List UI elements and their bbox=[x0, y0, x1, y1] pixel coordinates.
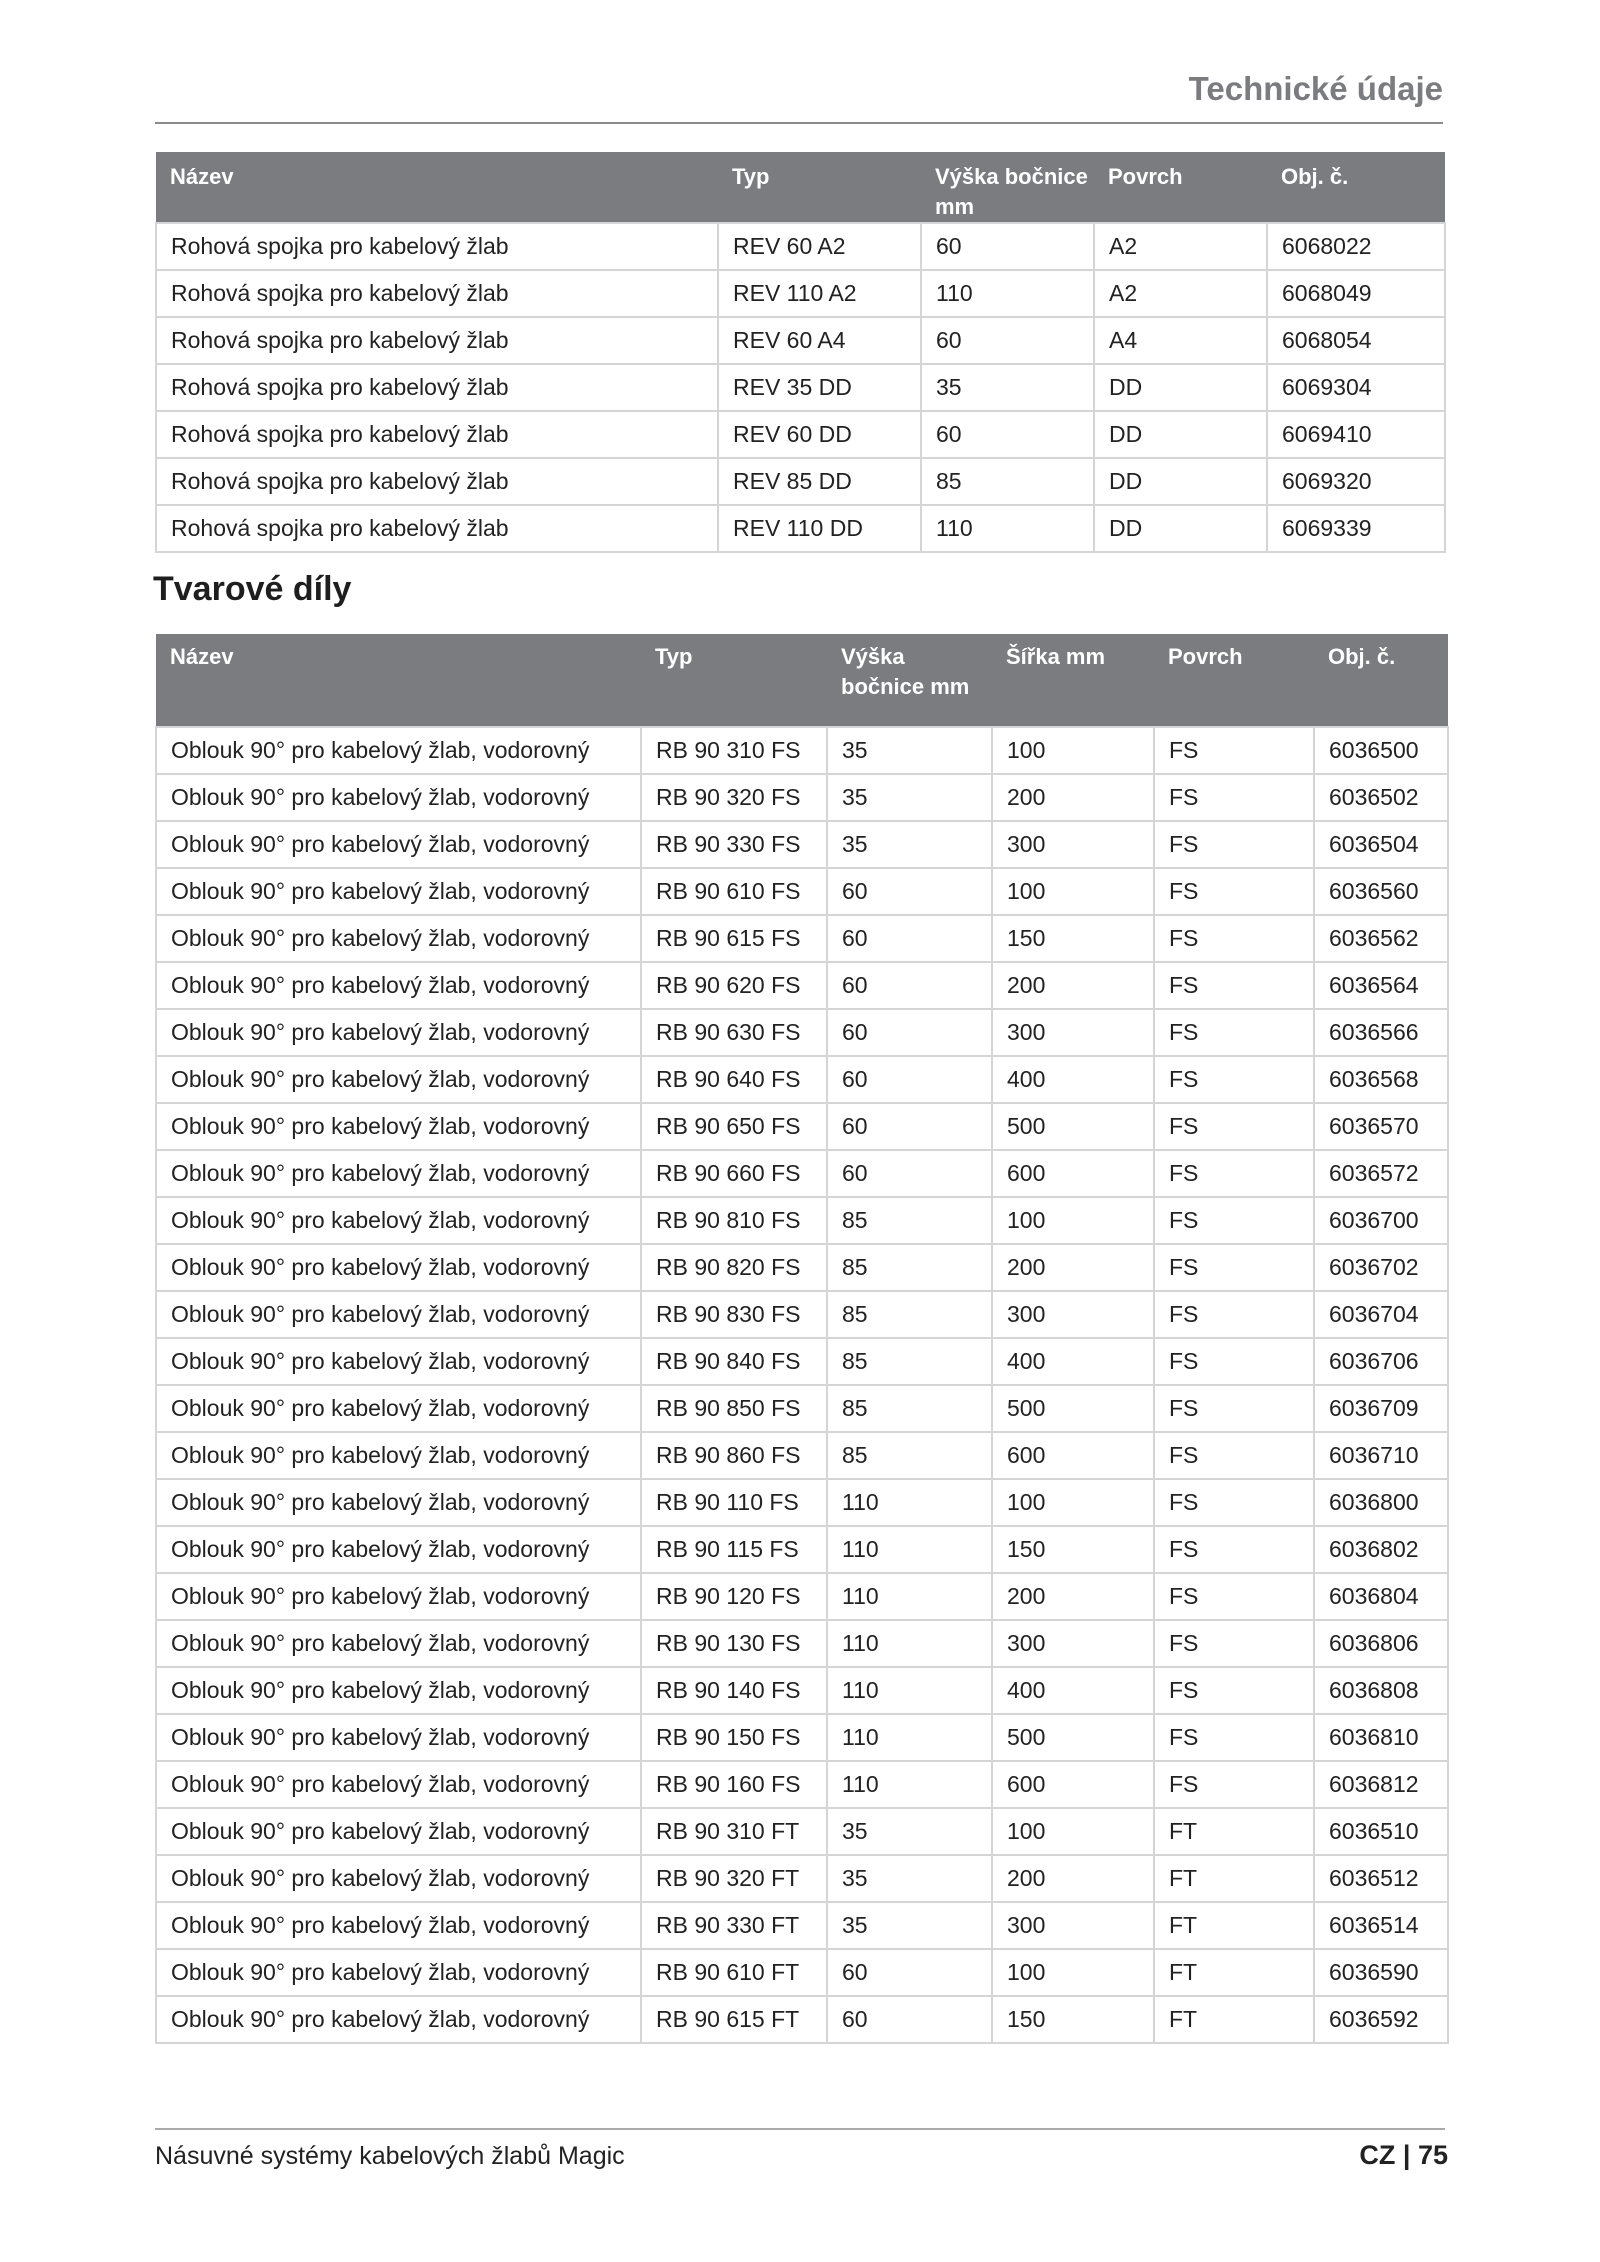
table-cell: FT bbox=[1154, 1996, 1314, 2043]
table-cell: 600 bbox=[992, 1150, 1154, 1197]
table-cell: REV 110 DD bbox=[718, 505, 921, 552]
table-cell: 600 bbox=[992, 1432, 1154, 1479]
table-cell: Oblouk 90° pro kabelový žlab, vodorovný bbox=[156, 962, 641, 1009]
table-cell: Oblouk 90° pro kabelový žlab, vodorovný bbox=[156, 774, 641, 821]
column-header: Obj. č. bbox=[1267, 152, 1445, 223]
table-cell: 85 bbox=[921, 458, 1094, 505]
table-row bbox=[156, 1902, 1448, 1949]
table-cell: REV 110 A2 bbox=[718, 270, 921, 317]
table-cell: 110 bbox=[827, 1620, 992, 1667]
table-cell: FT bbox=[1154, 1902, 1314, 1949]
table-cell: RB 90 620 FS bbox=[641, 962, 827, 1009]
table-cell: 35 bbox=[921, 364, 1094, 411]
table-cell: FT bbox=[1154, 1855, 1314, 1902]
table-cell: REV 60 A4 bbox=[718, 317, 921, 364]
footer-publication-title: Násuvné systémy kabelových žlabů Magic bbox=[155, 2142, 625, 2170]
table-cell: 60 bbox=[921, 223, 1094, 270]
table-cell: A2 bbox=[1094, 270, 1267, 317]
table-row bbox=[156, 505, 1445, 552]
table-row bbox=[156, 1949, 1448, 1996]
table-cell: 110 bbox=[827, 1573, 992, 1620]
table-row bbox=[156, 1197, 1448, 1244]
table-cell: FS bbox=[1154, 868, 1314, 915]
table-cell: RB 90 810 FS bbox=[641, 1197, 827, 1244]
table-cell: A4 bbox=[1094, 317, 1267, 364]
table-cell: 6036806 bbox=[1314, 1620, 1448, 1667]
column-header: Název bbox=[156, 152, 718, 223]
table-cell: 60 bbox=[921, 317, 1094, 364]
table-row bbox=[156, 727, 1448, 774]
table-cell: Oblouk 90° pro kabelový žlab, vodorovný bbox=[156, 1009, 641, 1056]
table-cell: Rohová spojka pro kabelový žlab bbox=[156, 317, 718, 364]
table-cell: 85 bbox=[827, 1338, 992, 1385]
table-cell: 6036810 bbox=[1314, 1714, 1448, 1761]
table-cell: 110 bbox=[827, 1526, 992, 1573]
table-cell: RB 90 310 FS bbox=[641, 727, 827, 774]
table-cell: 150 bbox=[992, 915, 1154, 962]
table-cell: 60 bbox=[827, 868, 992, 915]
table-cell: FS bbox=[1154, 962, 1314, 1009]
table-row bbox=[156, 821, 1448, 868]
table-cell: DD bbox=[1094, 505, 1267, 552]
table-cell: FS bbox=[1154, 1291, 1314, 1338]
table-cell: Oblouk 90° pro kabelový žlab, vodorovný bbox=[156, 821, 641, 868]
table-cell: 6036802 bbox=[1314, 1526, 1448, 1573]
table-row bbox=[156, 1432, 1448, 1479]
table-cell: 400 bbox=[992, 1056, 1154, 1103]
table-cell: Oblouk 90° pro kabelový žlab, vodorovný bbox=[156, 1714, 641, 1761]
table-cell: Oblouk 90° pro kabelový žlab, vodorovný bbox=[156, 727, 641, 774]
page-number: CZ | 75 bbox=[1359, 2140, 1448, 2170]
table-row bbox=[156, 1855, 1448, 1902]
table-cell: Oblouk 90° pro kabelový žlab, vodorovný bbox=[156, 1996, 641, 2043]
page-header-title: Technické údaje bbox=[1188, 70, 1443, 107]
table-cell: 110 bbox=[827, 1761, 992, 1808]
table-cell: 100 bbox=[992, 1197, 1154, 1244]
table-cell: RB 90 330 FT bbox=[641, 1902, 827, 1949]
table-cell: RB 90 820 FS bbox=[641, 1244, 827, 1291]
table-row bbox=[156, 1526, 1448, 1573]
table-cell: 600 bbox=[992, 1761, 1154, 1808]
table-cell: 300 bbox=[992, 1291, 1154, 1338]
column-header: Povrch bbox=[1154, 634, 1314, 727]
table-cell: 6036562 bbox=[1314, 915, 1448, 962]
table-cell: Rohová spojka pro kabelový žlab bbox=[156, 364, 718, 411]
table-cell: 400 bbox=[992, 1338, 1154, 1385]
table-cell: 35 bbox=[827, 1808, 992, 1855]
table-cell: Oblouk 90° pro kabelový žlab, vodorovný bbox=[156, 1432, 641, 1479]
table-cell: 85 bbox=[827, 1197, 992, 1244]
table-cell: Oblouk 90° pro kabelový žlab, vodorovný bbox=[156, 868, 641, 915]
table-cell: RB 90 310 FT bbox=[641, 1808, 827, 1855]
table-cell: RB 90 630 FS bbox=[641, 1009, 827, 1056]
table-cell: 6036510 bbox=[1314, 1808, 1448, 1855]
table-cell: 35 bbox=[827, 821, 992, 868]
table-row bbox=[156, 1996, 1448, 2043]
table-cell: 6036800 bbox=[1314, 1479, 1448, 1526]
table-cell: Rohová spojka pro kabelový žlab bbox=[156, 411, 718, 458]
table-cell: RB 90 115 FS bbox=[641, 1526, 827, 1573]
table-cell: FS bbox=[1154, 1479, 1314, 1526]
table-cell: 110 bbox=[827, 1479, 992, 1526]
table-cell: RB 90 615 FS bbox=[641, 915, 827, 962]
table-cell: Oblouk 90° pro kabelový žlab, vodorovný bbox=[156, 1291, 641, 1338]
table-cell: 6036808 bbox=[1314, 1667, 1448, 1714]
table-cell: 110 bbox=[921, 270, 1094, 317]
table-cell: Oblouk 90° pro kabelový žlab, vodorovný bbox=[156, 1385, 641, 1432]
table-cell: 200 bbox=[992, 1573, 1154, 1620]
table-row bbox=[156, 774, 1448, 821]
table-cell: 6069304 bbox=[1267, 364, 1445, 411]
table-cell: 6036502 bbox=[1314, 774, 1448, 821]
table-row bbox=[156, 1009, 1448, 1056]
table-cell: Oblouk 90° pro kabelový žlab, vodorovný bbox=[156, 1479, 641, 1526]
table-cell: 300 bbox=[992, 1009, 1154, 1056]
table-cell: 6036812 bbox=[1314, 1761, 1448, 1808]
table-cell: 85 bbox=[827, 1291, 992, 1338]
table-row bbox=[156, 1056, 1448, 1103]
table-cell: RB 90 160 FS bbox=[641, 1761, 827, 1808]
table-cell: 300 bbox=[992, 821, 1154, 868]
table-cell: Oblouk 90° pro kabelový žlab, vodorovný bbox=[156, 1197, 641, 1244]
shaped-parts-table bbox=[155, 634, 1449, 2044]
table-cell: 100 bbox=[992, 1479, 1154, 1526]
table-cell: 35 bbox=[827, 727, 992, 774]
table-cell: 60 bbox=[827, 1150, 992, 1197]
table-cell: FS bbox=[1154, 727, 1314, 774]
table-cell: 6036572 bbox=[1314, 1150, 1448, 1197]
table-cell: Oblouk 90° pro kabelový žlab, vodorovný bbox=[156, 1808, 641, 1855]
table-cell: 6036512 bbox=[1314, 1855, 1448, 1902]
table-row bbox=[156, 364, 1445, 411]
table-cell: 60 bbox=[827, 1949, 992, 1996]
table-cell: FS bbox=[1154, 915, 1314, 962]
table-cell: 110 bbox=[827, 1714, 992, 1761]
table-row bbox=[156, 270, 1445, 317]
table-row bbox=[156, 1291, 1448, 1338]
table-cell: 6036590 bbox=[1314, 1949, 1448, 1996]
table-cell: FS bbox=[1154, 1432, 1314, 1479]
column-header: Šířka mm bbox=[992, 634, 1154, 727]
table-cell: 60 bbox=[827, 1103, 992, 1150]
table-cell: DD bbox=[1094, 458, 1267, 505]
table-cell: 150 bbox=[992, 1526, 1154, 1573]
table-header-row bbox=[156, 634, 1448, 727]
table-cell: 200 bbox=[992, 1855, 1154, 1902]
table-cell: RB 90 120 FS bbox=[641, 1573, 827, 1620]
table-cell: FS bbox=[1154, 1573, 1314, 1620]
column-header: Výška bočnice mm bbox=[827, 634, 992, 727]
table-row bbox=[156, 223, 1445, 270]
table-row bbox=[156, 915, 1448, 962]
table-row bbox=[156, 1714, 1448, 1761]
table-cell: Oblouk 90° pro kabelový žlab, vodorovný bbox=[156, 1150, 641, 1197]
table-cell: REV 35 DD bbox=[718, 364, 921, 411]
table-cell: RB 90 650 FS bbox=[641, 1103, 827, 1150]
header-divider bbox=[155, 122, 1443, 124]
table-cell: 60 bbox=[827, 915, 992, 962]
table-cell: 85 bbox=[827, 1432, 992, 1479]
table-cell: 100 bbox=[992, 727, 1154, 774]
table-cell: 6036514 bbox=[1314, 1902, 1448, 1949]
table-row bbox=[156, 1808, 1448, 1855]
table-cell: 500 bbox=[992, 1714, 1154, 1761]
table-cell: 60 bbox=[827, 1996, 992, 2043]
table-cell: RB 90 130 FS bbox=[641, 1620, 827, 1667]
table-cell: 6036570 bbox=[1314, 1103, 1448, 1150]
table-cell: FS bbox=[1154, 1526, 1314, 1573]
table-cell: RB 90 320 FS bbox=[641, 774, 827, 821]
table-cell: 6036702 bbox=[1314, 1244, 1448, 1291]
table-cell: Rohová spojka pro kabelový žlab bbox=[156, 505, 718, 552]
table-cell: RB 90 110 FS bbox=[641, 1479, 827, 1526]
table-cell: FS bbox=[1154, 774, 1314, 821]
table-cell: RB 90 860 FS bbox=[641, 1432, 827, 1479]
table-cell: FS bbox=[1154, 1103, 1314, 1150]
table-cell: 110 bbox=[921, 505, 1094, 552]
table-cell: RB 90 140 FS bbox=[641, 1667, 827, 1714]
table-cell: FT bbox=[1154, 1808, 1314, 1855]
table-cell: 200 bbox=[992, 774, 1154, 821]
table-row bbox=[156, 1150, 1448, 1197]
table-cell: RB 90 830 FS bbox=[641, 1291, 827, 1338]
table-cell: FS bbox=[1154, 1009, 1314, 1056]
table-cell: 6036564 bbox=[1314, 962, 1448, 1009]
table-cell: FS bbox=[1154, 1338, 1314, 1385]
table-cell: FS bbox=[1154, 1667, 1314, 1714]
table-cell: 200 bbox=[992, 962, 1154, 1009]
table-cell: 300 bbox=[992, 1620, 1154, 1667]
table-row bbox=[156, 962, 1448, 1009]
corner-connector-table bbox=[155, 152, 1446, 553]
table-cell: FS bbox=[1154, 1385, 1314, 1432]
table-row bbox=[156, 1667, 1448, 1714]
table-cell: 100 bbox=[992, 1949, 1154, 1996]
table-cell: 400 bbox=[992, 1667, 1154, 1714]
table-cell: Oblouk 90° pro kabelový žlab, vodorovný bbox=[156, 1761, 641, 1808]
table-cell: RB 90 640 FS bbox=[641, 1056, 827, 1103]
table-cell: 100 bbox=[992, 1808, 1154, 1855]
table-cell: 6036706 bbox=[1314, 1338, 1448, 1385]
table-cell: 60 bbox=[827, 962, 992, 1009]
table-cell: 500 bbox=[992, 1385, 1154, 1432]
table-cell: RB 90 850 FS bbox=[641, 1385, 827, 1432]
table-cell: FT bbox=[1154, 1949, 1314, 1996]
table-cell: 500 bbox=[992, 1103, 1154, 1150]
table-cell: Oblouk 90° pro kabelový žlab, vodorovný bbox=[156, 1667, 641, 1714]
table-cell: 85 bbox=[827, 1385, 992, 1432]
table-row bbox=[156, 411, 1445, 458]
table-cell: Oblouk 90° pro kabelový žlab, vodorovný bbox=[156, 1526, 641, 1573]
table-cell: Oblouk 90° pro kabelový žlab, vodorovný bbox=[156, 1902, 641, 1949]
table-cell: Rohová spojka pro kabelový žlab bbox=[156, 458, 718, 505]
table-cell: REV 60 DD bbox=[718, 411, 921, 458]
table-row bbox=[156, 1573, 1448, 1620]
table-cell: 6036560 bbox=[1314, 868, 1448, 915]
table-cell: 6068049 bbox=[1267, 270, 1445, 317]
table-cell: RB 90 320 FT bbox=[641, 1855, 827, 1902]
table-row bbox=[156, 458, 1445, 505]
table-cell: 100 bbox=[992, 868, 1154, 915]
table-cell: 200 bbox=[992, 1244, 1154, 1291]
table-cell: DD bbox=[1094, 364, 1267, 411]
table-cell: FS bbox=[1154, 1244, 1314, 1291]
table-cell: Oblouk 90° pro kabelový žlab, vodorovný bbox=[156, 1338, 641, 1385]
table-cell: FS bbox=[1154, 1197, 1314, 1244]
table-cell: FS bbox=[1154, 1150, 1314, 1197]
table-row bbox=[156, 317, 1445, 364]
table-cell: 85 bbox=[827, 1244, 992, 1291]
table-cell: 60 bbox=[827, 1009, 992, 1056]
table-cell: DD bbox=[1094, 411, 1267, 458]
table-cell: 6036710 bbox=[1314, 1432, 1448, 1479]
table-cell: 110 bbox=[827, 1667, 992, 1714]
table-cell: Oblouk 90° pro kabelový žlab, vodorovný bbox=[156, 1620, 641, 1667]
footer-divider bbox=[155, 2128, 1445, 2130]
column-header: Typ bbox=[718, 152, 921, 223]
table-row bbox=[156, 1338, 1448, 1385]
column-header: Název bbox=[156, 634, 641, 727]
table-row bbox=[156, 1385, 1448, 1432]
table-cell: RB 90 660 FS bbox=[641, 1150, 827, 1197]
table-cell: Oblouk 90° pro kabelový žlab, vodorovný bbox=[156, 1244, 641, 1291]
table-cell: REV 85 DD bbox=[718, 458, 921, 505]
table-cell: 6069320 bbox=[1267, 458, 1445, 505]
table-cell: 6036566 bbox=[1314, 1009, 1448, 1056]
table-row bbox=[156, 1761, 1448, 1808]
table-cell: RB 90 615 FT bbox=[641, 1996, 827, 2043]
table-cell: 35 bbox=[827, 1855, 992, 1902]
table-cell: 35 bbox=[827, 1902, 992, 1949]
table-cell: A2 bbox=[1094, 223, 1267, 270]
table-cell: 35 bbox=[827, 774, 992, 821]
table-cell: 6068054 bbox=[1267, 317, 1445, 364]
table-row bbox=[156, 1479, 1448, 1526]
section-title: Tvarové díly bbox=[153, 570, 352, 608]
table-cell: 6036804 bbox=[1314, 1573, 1448, 1620]
column-header: Obj. č. bbox=[1314, 634, 1448, 727]
table-cell: 6036592 bbox=[1314, 1996, 1448, 2043]
column-header: Typ bbox=[641, 634, 827, 727]
table-cell: 6036709 bbox=[1314, 1385, 1448, 1432]
table-cell: FS bbox=[1154, 1761, 1314, 1808]
table-cell: FS bbox=[1154, 1714, 1314, 1761]
table-cell: Oblouk 90° pro kabelový žlab, vodorovný bbox=[156, 915, 641, 962]
table-cell: 6069339 bbox=[1267, 505, 1445, 552]
table-row bbox=[156, 1244, 1448, 1291]
table-row bbox=[156, 1103, 1448, 1150]
table-cell: Oblouk 90° pro kabelový žlab, vodorovný bbox=[156, 1056, 641, 1103]
table-cell: Oblouk 90° pro kabelový žlab, vodorovný bbox=[156, 1573, 641, 1620]
table-cell: Oblouk 90° pro kabelový žlab, vodorovný bbox=[156, 1855, 641, 1902]
table-cell: 6069410 bbox=[1267, 411, 1445, 458]
table-cell: RB 90 610 FT bbox=[641, 1949, 827, 1996]
table-cell: 60 bbox=[827, 1056, 992, 1103]
table-cell: 6068022 bbox=[1267, 223, 1445, 270]
table-cell: FS bbox=[1154, 1620, 1314, 1667]
table-cell: 60 bbox=[921, 411, 1094, 458]
table-cell: 6036700 bbox=[1314, 1197, 1448, 1244]
column-header: Povrch bbox=[1094, 152, 1267, 223]
table-cell: 6036568 bbox=[1314, 1056, 1448, 1103]
table-cell: RB 90 150 FS bbox=[641, 1714, 827, 1761]
column-header: Výška bočnice mm bbox=[921, 152, 1094, 223]
table-cell: 6036504 bbox=[1314, 821, 1448, 868]
table-cell: RB 90 330 FS bbox=[641, 821, 827, 868]
table-cell: Oblouk 90° pro kabelový žlab, vodorovný bbox=[156, 1949, 641, 1996]
table-cell: Oblouk 90° pro kabelový žlab, vodorovný bbox=[156, 1103, 641, 1150]
table-cell: 300 bbox=[992, 1902, 1154, 1949]
table-cell: FS bbox=[1154, 821, 1314, 868]
table-cell: REV 60 A2 bbox=[718, 223, 921, 270]
table-header-row bbox=[156, 152, 1445, 223]
table-cell: Rohová spojka pro kabelový žlab bbox=[156, 223, 718, 270]
table-cell: 150 bbox=[992, 1996, 1154, 2043]
table-cell: 6036704 bbox=[1314, 1291, 1448, 1338]
table-cell: RB 90 840 FS bbox=[641, 1338, 827, 1385]
table-row bbox=[156, 1620, 1448, 1667]
table-cell: FS bbox=[1154, 1056, 1314, 1103]
table-cell: 6036500 bbox=[1314, 727, 1448, 774]
table-cell: RB 90 610 FS bbox=[641, 868, 827, 915]
table-row bbox=[156, 868, 1448, 915]
table-cell: Rohová spojka pro kabelový žlab bbox=[156, 270, 718, 317]
